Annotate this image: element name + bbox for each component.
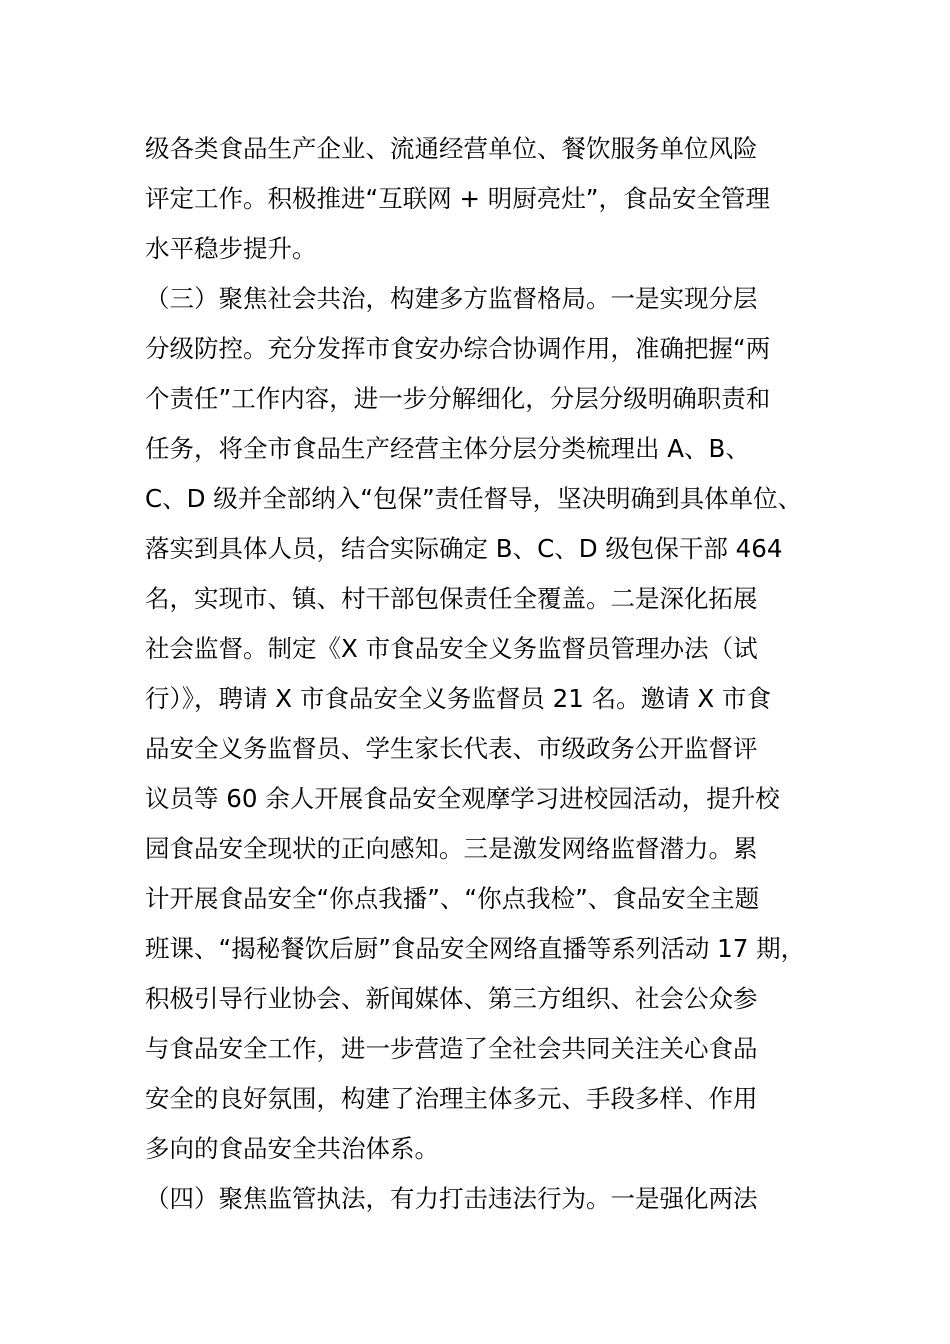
text-line: 安全的良好氛围，构建了治理主体多元、手段多样、作用	[145, 1084, 758, 1113]
text-line: 积极引导行业协会、新闻媒体、第三方组织、社会公众参	[145, 984, 758, 1013]
text-line: C、D 级并全部纳入“包保”责任督导，坚决明确到具体单位、	[145, 484, 803, 513]
text-line: 名，实现市、镇、村干部包保责任全覆盖。二是深化拓展	[145, 584, 758, 613]
text-line: 计开展食品安全“你点我播”、“你点我检”、食品安全主题	[145, 884, 760, 913]
section-heading-line: （四）聚焦监管执法，有力打击违法行为。一是强化两法	[145, 1184, 758, 1213]
text-line: 行）》，聘请 X 市食品安全义务监督员 21 名。邀请 X 市食	[145, 684, 771, 713]
text-line: 品安全义务监督员、学生家长代表、市级政务公开监督评	[145, 734, 758, 763]
text-line: 任务，将全市食品生产经营主体分层分类梳理出 A、B、	[145, 434, 750, 463]
text-line: 园食品安全现状的正向感知。三是激发网络监督潜力。累	[145, 834, 758, 863]
text-line: 评定工作。积极推进“互联网 + 明厨亮灶”，食品安全管理	[145, 184, 770, 213]
text-line: 个责任”工作内容，进一步分解细化，分层分级明确职责和	[145, 384, 771, 413]
text-line: 社会监督。制定《X 市食品安全义务监督员管理办法（试	[145, 634, 758, 663]
text-line: 分级防控。充分发挥市食安办综合协调作用，准确把握“两	[145, 334, 771, 363]
text-line: 班课、“揭秘餐饮后厨”食品安全网络直播等系列活动 17 期，	[145, 934, 806, 963]
text-line: 多向的食品安全共治体系。	[145, 1134, 439, 1163]
text-line: 议员等 60 余人开展食品安全观摩学习进校园活动，提升校	[145, 784, 780, 813]
text-line: 级各类食品生产企业、流通经营单位、餐饮服务单位风险	[145, 134, 758, 163]
text-line: 与食品安全工作，进一步营造了全社会共同关注关心食品	[145, 1034, 758, 1063]
text-line: 水平稳步提升。	[145, 234, 317, 263]
section-heading-line: （三）聚焦社会共治，构建多方监督格局。一是实现分层	[145, 284, 758, 313]
text-line: 落实到具体人员，结合实际确定 B、C、D 级包保干部 464	[145, 534, 783, 563]
